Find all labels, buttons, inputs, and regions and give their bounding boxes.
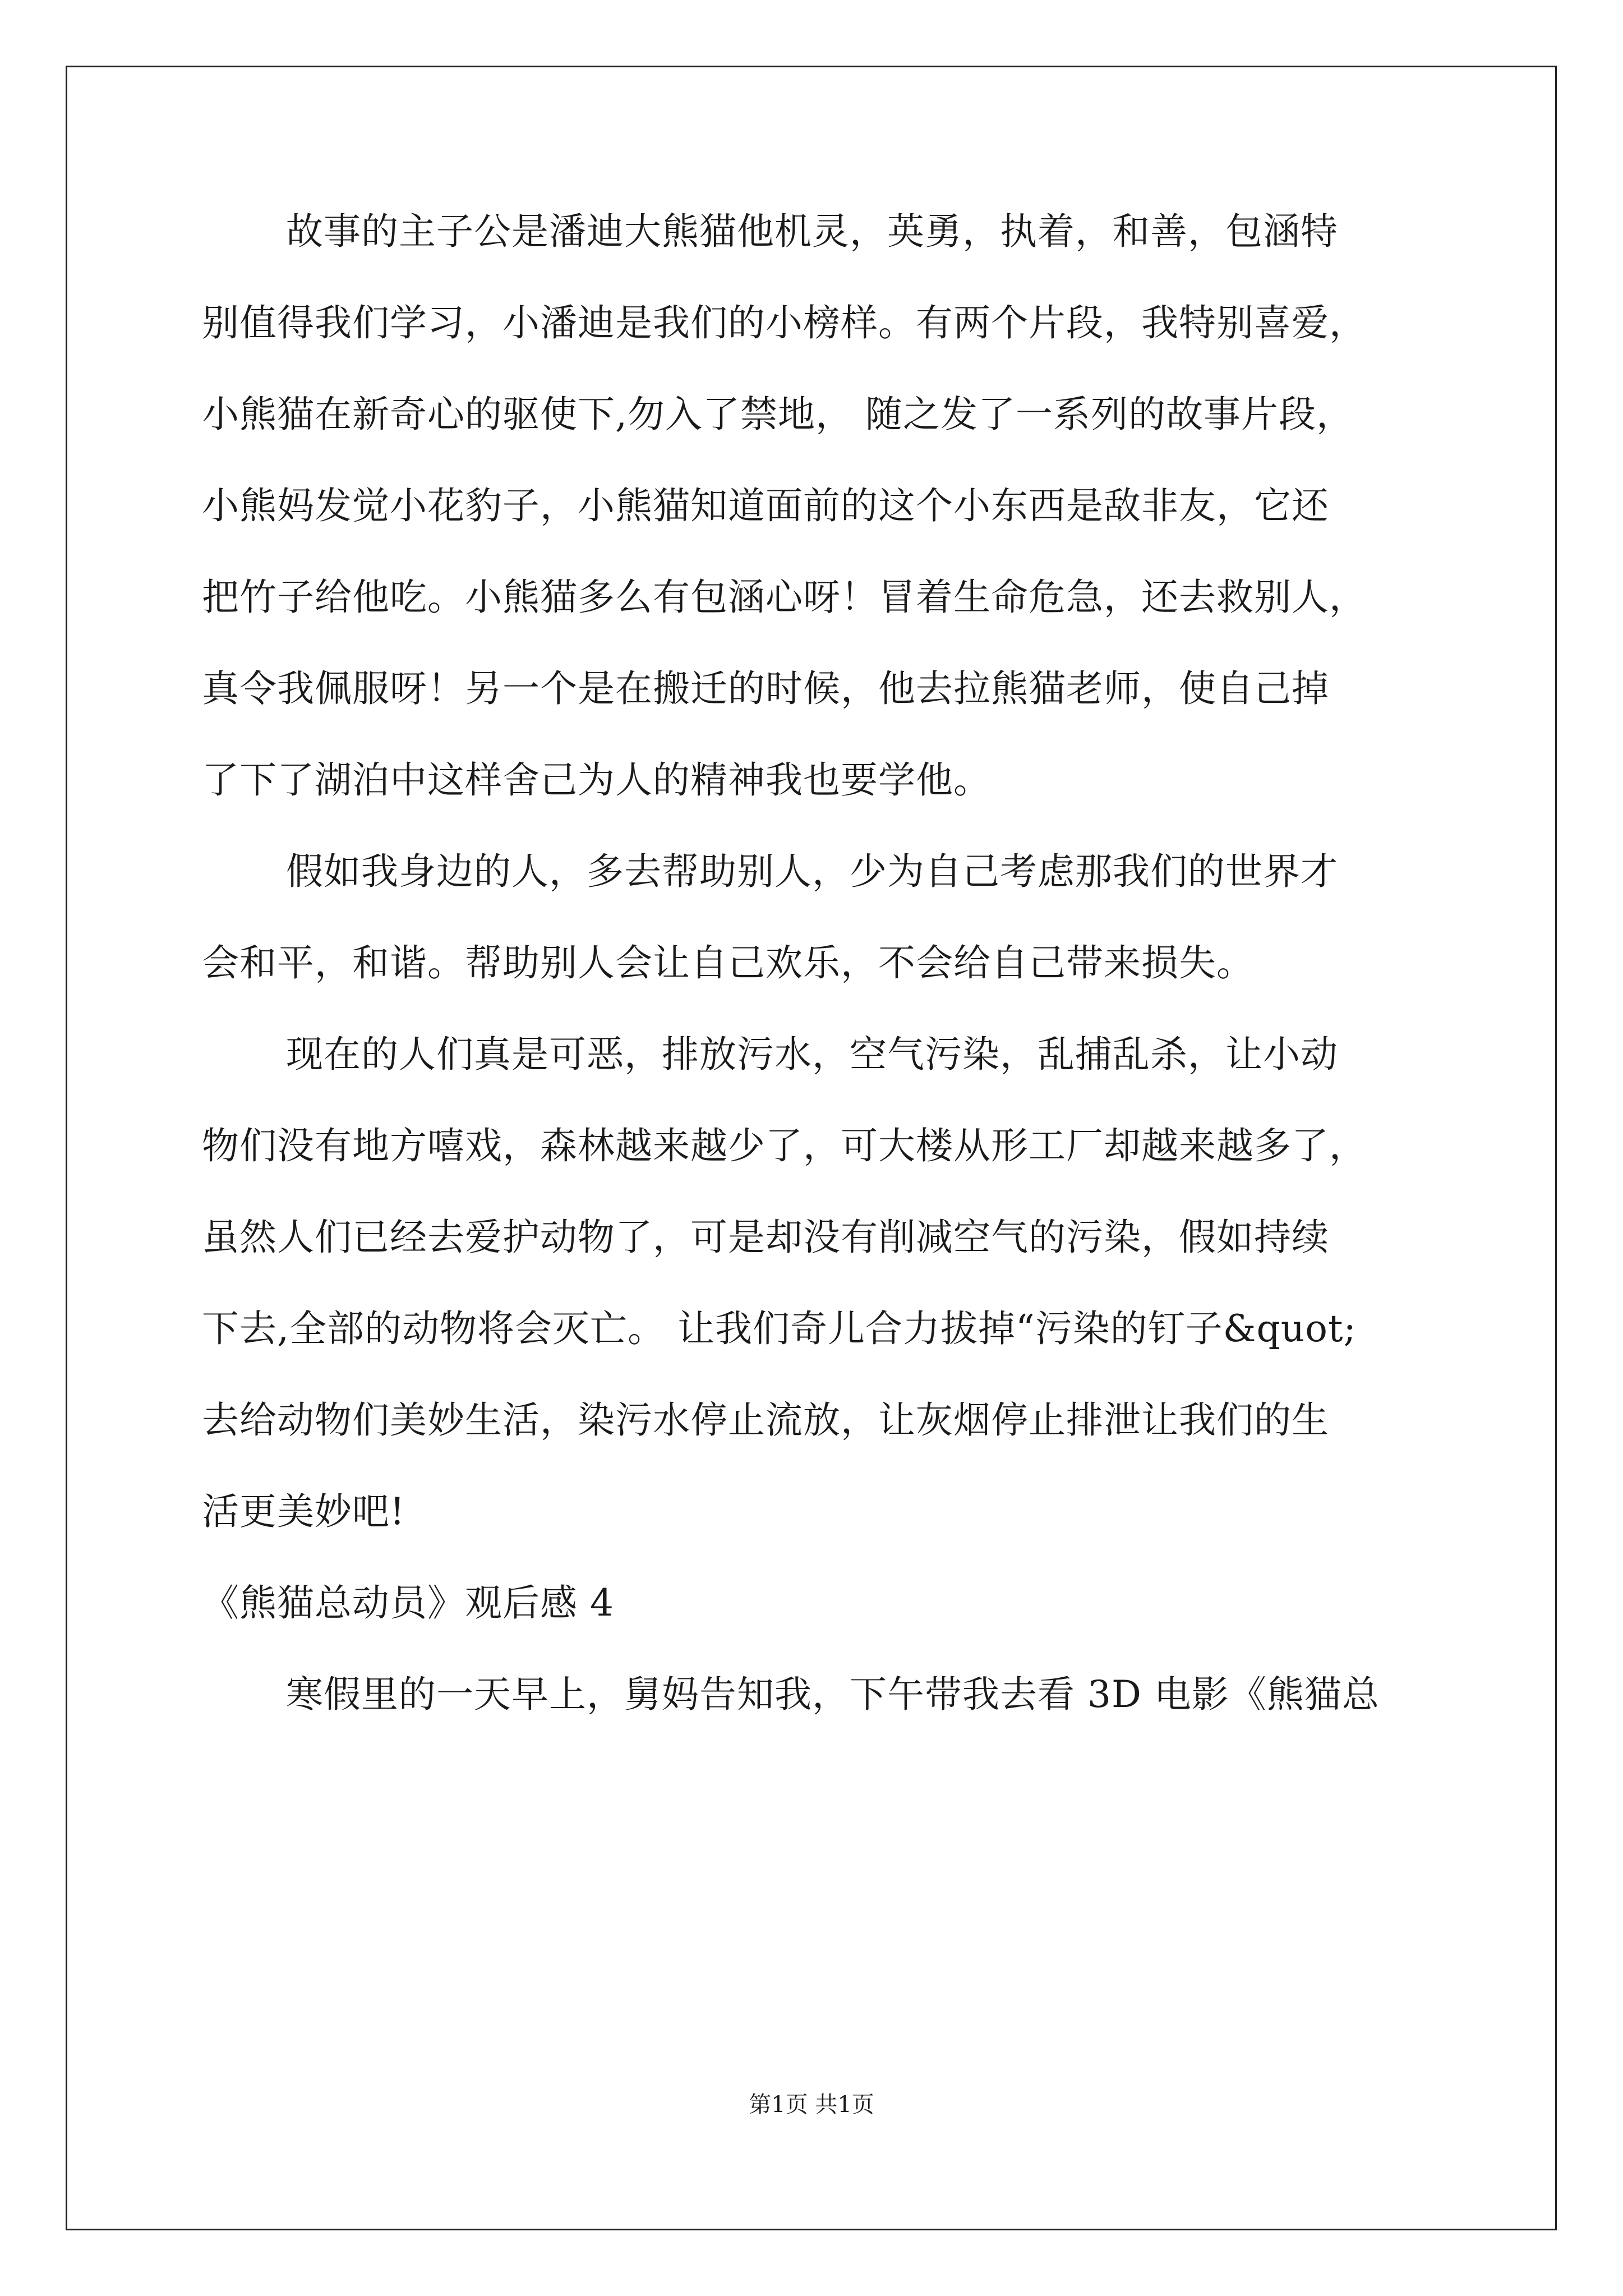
paragraph-1-line-7: 了下了湖泊中这样舍己为人的精神我也要学他。 bbox=[202, 758, 991, 802]
section-heading: 《熊猫总动员》观后感 4 bbox=[202, 1581, 614, 1625]
paragraph-3-line-4: 下去,全部的动物将会灭亡。 让我们奇儿合力拔掉“污染的钉子&quot; bbox=[202, 1307, 1357, 1350]
paragraph-1-line-5: 把竹子给他吃。小熊猫多么有包涵心呀！冒着生命危急，还去救别人， bbox=[202, 576, 1367, 619]
paragraph-3-line-2: 物们没有地方嘻戏，森林越来越少了，可大楼从形工厂却越来越多了， bbox=[202, 1124, 1367, 1167]
paragraph-1-line-1: 故事的主子公是潘迪大熊猫他机灵，英勇，执着，和善，包涵特 bbox=[286, 210, 1338, 253]
paragraph-1-line-2: 别值得我们学习，小潘迪是我们的小榜样。有两个片段，我特别喜爱， bbox=[202, 301, 1367, 344]
paragraph-3-line-5: 去给动物们美妙生活，染污水停止流放，让灰烟停止排泄让我们的生 bbox=[202, 1398, 1329, 1442]
paragraph-4-line-1: 寒假里的一天早上，舅妈告知我，下午带我去看 3D 电影《熊猫总 bbox=[286, 1673, 1380, 1716]
paragraph-1-line-4: 小熊妈发觉小花豹子，小熊猫知道面前的这个小东西是敌非友，它还 bbox=[202, 484, 1329, 527]
page-footer: 第1页 共1页 bbox=[749, 2092, 874, 2118]
paragraph-2-line-1: 假如我身边的人，多去帮助别人，少为自己考虑那我们的世界才 bbox=[286, 850, 1338, 893]
paragraph-1-line-3: 小熊猫在新奇心的驱使下,勿入了禁地， 随之发了一系列的故事片段， bbox=[202, 393, 1354, 436]
paragraph-2-line-2: 会和平，和谐。帮助别人会让自己欢乐，不会给自己带来损失。 bbox=[202, 941, 1254, 984]
paragraph-3-line-3: 虽然人们已经去爱护动物了，可是却没有削减空气的污染，假如持续 bbox=[202, 1216, 1329, 1259]
paragraph-1-line-6: 真令我佩服呀！另一个是在搬迁的时候，他去拉熊猫老师，使自己掉 bbox=[202, 667, 1329, 710]
paragraph-3-line-1: 现在的人们真是可恶，排放污水，空气污染，乱捕乱杀，让小动 bbox=[286, 1033, 1338, 1076]
paragraph-3-line-6: 活更美妙吧! bbox=[202, 1490, 405, 1533]
